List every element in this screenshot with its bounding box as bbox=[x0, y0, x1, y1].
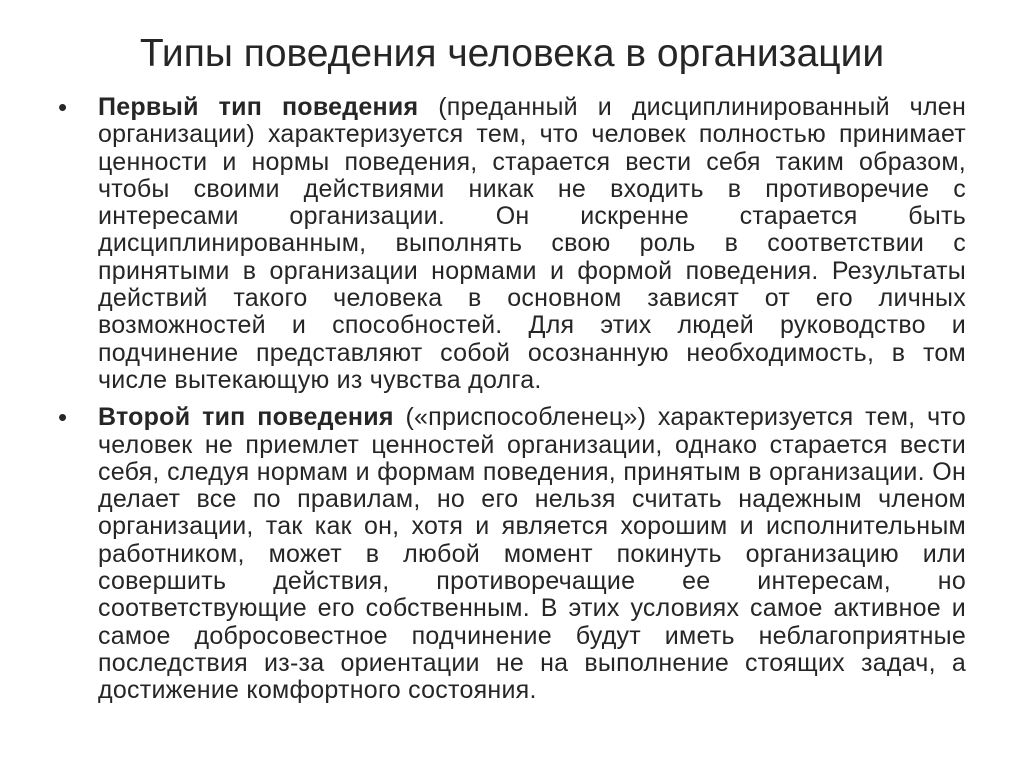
bullet-list bbox=[98, 94, 966, 715]
bullet-item-first-type bbox=[98, 94, 966, 394]
bullet-text: («приспособленец») характеризуется тем, что человек не приемлет ценностей организации, однако старается вести себя, следуя нормам и формам поведения, принятым в организации. Он делает все по правилам, но его нельзя считать надежным членом организации, так как он, хотя и является хорошим и исполнительным работником, может в любой момент покинуть организацию или совершить действия, противоречащие ее интересам, но соответствующие его собственным. В этих условиях самое активное и самое добросовестное подчинение будут иметь неблагоприятные последствия из-за ориентации не на выполнение стоящих задач, а достижение комфортного состояния. bbox=[98, 403, 966, 705]
bullet-term: Второй тип поведения bbox=[98, 403, 394, 432]
bullet-item-second-type bbox=[98, 404, 966, 704]
slide-title: Типы поведения человека в организации bbox=[139, 32, 885, 75]
bullet-text: (преданный и дисциплинированный член организации) характеризуется тем, что человек полностью принимает ценности и нормы поведения, старается вести себя таким образом, чтобы своими действиями никак не входить в противоречие с интересами организации. Он искренне старается быть дисциплинированным, выполнять свою роль в соответствии с принятыми в организации нормами и формой поведения. Результаты действий такого человека в основном зависят от его личных возможностей и способностей. Для этих людей руководство и подчинение представляют собой осознанную необходимость, в том числе вытекающую из чувства долга. bbox=[98, 93, 966, 394]
bullet-term: Первый тип поведения bbox=[98, 93, 419, 121]
